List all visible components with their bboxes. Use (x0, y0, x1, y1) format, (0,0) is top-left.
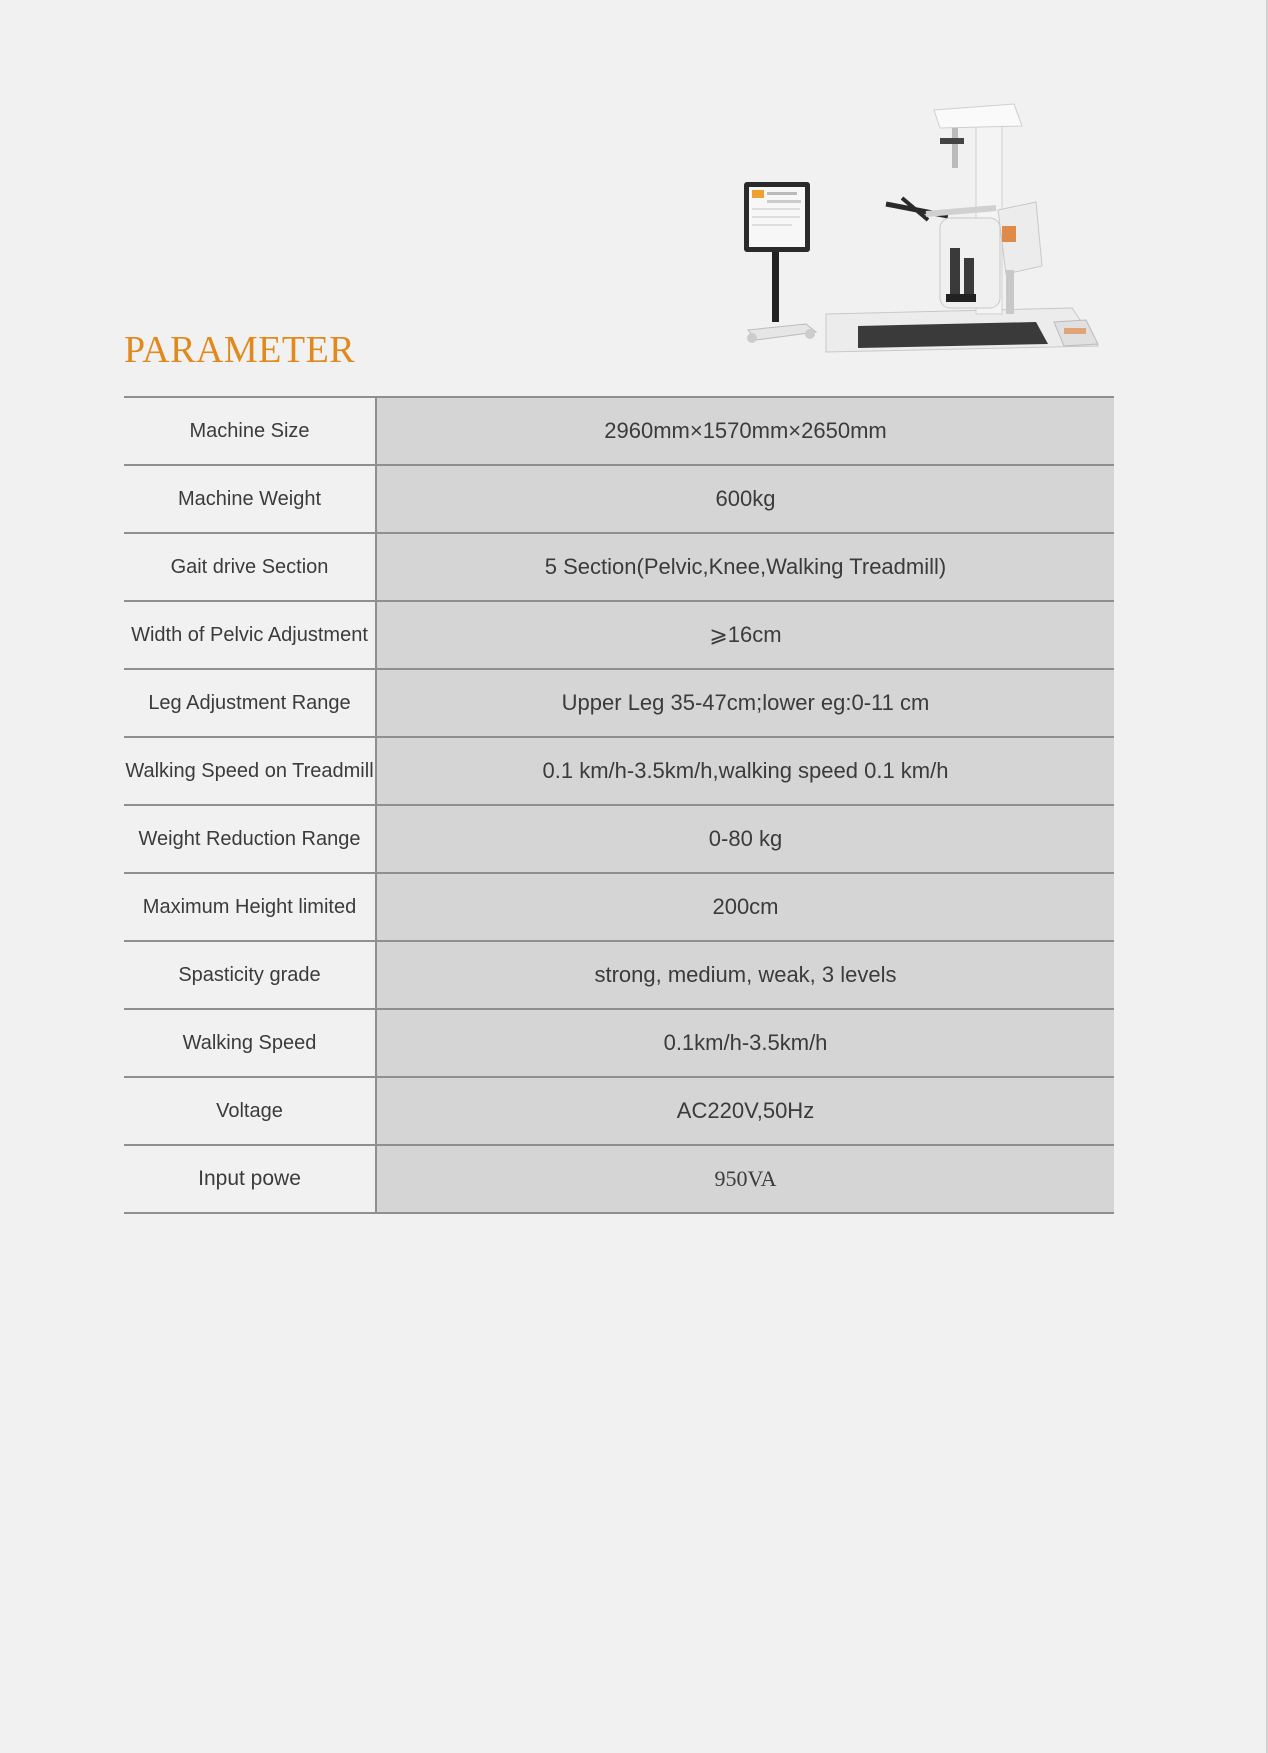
param-label: Machine Size (124, 397, 376, 465)
table-row (124, 805, 1114, 873)
param-value: 0-80 kg (376, 805, 1114, 873)
param-label: Width of Pelvic Adjustment (124, 601, 376, 669)
table-row (124, 941, 1114, 1009)
param-label: Gait drive Section (124, 533, 376, 601)
table-row (124, 1145, 1114, 1213)
param-value: 5 Section(Pelvic,Knee,Walking Treadmill) (376, 533, 1114, 601)
table-row (124, 601, 1114, 669)
param-value: 0.1 km/h-3.5km/h,walking speed 0.1 km/h (376, 737, 1114, 805)
param-label: Walking Speed (124, 1009, 376, 1077)
param-value: 950VA (376, 1145, 1114, 1213)
param-value: strong, medium, weak, 3 levels (376, 941, 1114, 1009)
param-value: 2960mm×1570mm×2650mm (376, 397, 1114, 465)
param-label: Walking Speed on Treadmill (124, 737, 376, 805)
table-row (124, 397, 1114, 465)
param-label: Leg Adjustment Range (124, 669, 376, 737)
param-label: Maximum Height limited (124, 873, 376, 941)
table-row (124, 737, 1114, 805)
param-value: 200cm (376, 873, 1114, 941)
param-label: Input powe (124, 1145, 376, 1213)
table-row (124, 465, 1114, 533)
param-label: Spasticity grade (124, 941, 376, 1009)
param-value: ⩾16cm (376, 601, 1114, 669)
gait-training-robot-illustration (736, 98, 1102, 358)
param-value: 600kg (376, 465, 1114, 533)
table-row (124, 1077, 1114, 1145)
table-row (124, 533, 1114, 601)
page-title: PARAMETER (124, 329, 356, 371)
parameter-table (124, 396, 1114, 1214)
table-row (124, 873, 1114, 941)
param-value: Upper Leg 35-47cm;lower eg:0-11 cm (376, 669, 1114, 737)
table-row (124, 669, 1114, 737)
param-label: Voltage (124, 1077, 376, 1145)
param-value: AC220V,50Hz (376, 1077, 1114, 1145)
param-value: 0.1km/h-3.5km/h (376, 1009, 1114, 1077)
param-label: Machine Weight (124, 465, 376, 533)
param-label: Weight Reduction Range (124, 805, 376, 873)
table-row (124, 1009, 1114, 1077)
